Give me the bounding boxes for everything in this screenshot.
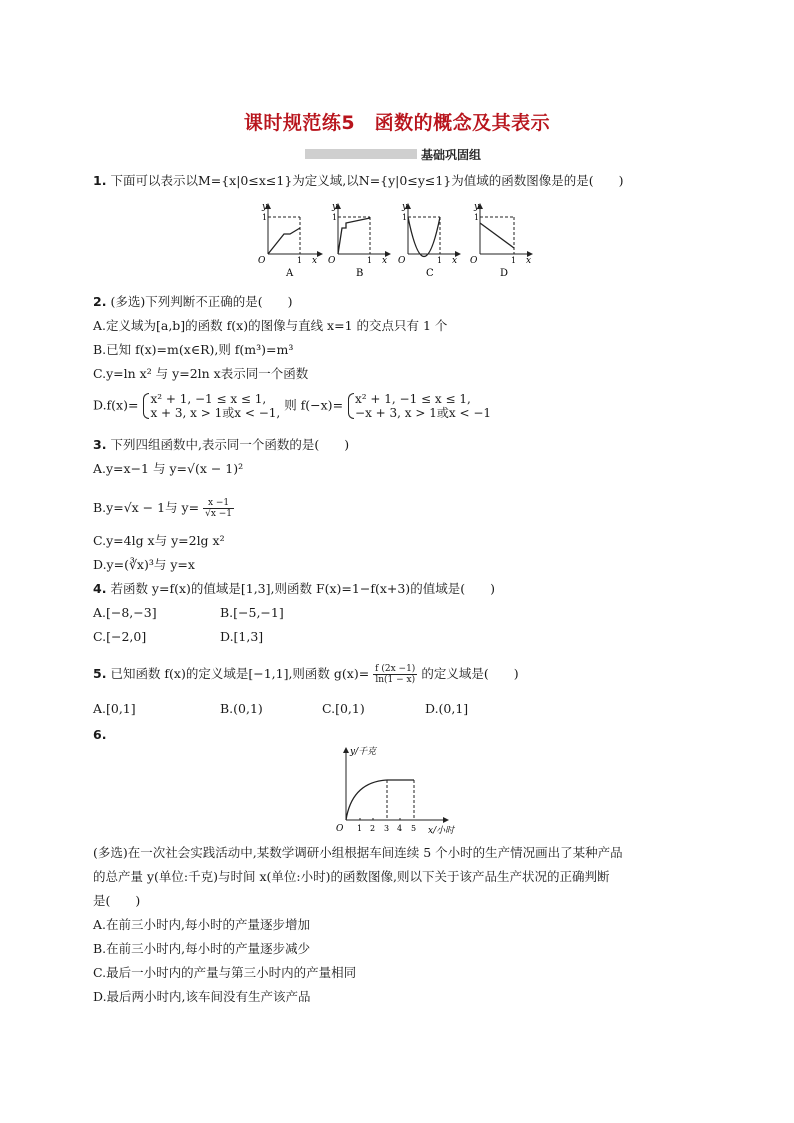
- graph-b: [338, 204, 390, 254]
- svg-text:1: 1: [332, 213, 338, 222]
- q6-ylabel: y/千克: [350, 747, 377, 757]
- svg-text:x: x: [526, 256, 532, 266]
- graph-label-b: B: [356, 268, 364, 279]
- svg-text:x: x: [382, 256, 388, 266]
- svg-text:2: 2: [370, 824, 376, 833]
- q5-fraction: $\frac{f (2x -1)}{\ln(1 - x)}$: [375, 664, 416, 685]
- q3-option-a: A.y=x−1 与 y=√(x − 1)²: [93, 461, 244, 476]
- svg-text:O: O: [398, 256, 406, 266]
- q6-stem-line3: 是( ): [93, 893, 141, 908]
- svg-text:y: y: [332, 202, 338, 212]
- graph-label-a: A: [286, 268, 294, 279]
- svg-text:1: 1: [262, 213, 268, 222]
- q2-option-d: D.f(x)= x² + 1, −1 ≤ x ≤ 1, x + 3, x > 1或x < −1, 则 f(−x)= x² + 1, −1 ≤ x ≤ 1, −x + 3, x > 1或x < −1: [93, 392, 492, 420]
- q6-num: 6.: [93, 727, 107, 742]
- page-title: 课时规范练5 函数的概念及其表示: [243, 112, 551, 134]
- section-label: 基础巩固组: [421, 148, 482, 162]
- svg-text:1: 1: [367, 256, 373, 265]
- q1-graphs: [250, 198, 540, 280]
- svg-text:O: O: [328, 256, 336, 266]
- svg-text:1: 1: [402, 213, 408, 222]
- q6-option-c: C.最后一小时内的产量与第三小时内的产量相同: [93, 965, 357, 980]
- q3-option-b: B.y=√x − 1与 y= $\frac{x -1}{√x -1}$: [93, 498, 233, 519]
- section-bar: [305, 149, 417, 159]
- svg-text:y: y: [262, 202, 268, 212]
- q6-option-d: D.最后两小时内,该车间没有生产该产品: [93, 989, 311, 1004]
- q2-option-b: B.已知 f(x)=m(x∈R),则 f(m³)=m³: [93, 342, 294, 357]
- q2-option-c: C.y=ln x² 与 y=2ln x表示同一个函数: [93, 366, 309, 381]
- graph-c: [408, 204, 460, 257]
- svg-text:x: x: [312, 256, 318, 266]
- svg-text:O: O: [258, 256, 266, 266]
- q5-option-c: C.[0,1): [322, 701, 365, 716]
- svg-text:O: O: [470, 256, 478, 266]
- q4-stem: 4. 若函数 y=f(x)的值域是[1,3],则函数 F(x)=1−f(x+3)的值域是( ): [93, 581, 495, 596]
- q6-origin: O: [336, 824, 344, 834]
- q4-option-a: A.[−8,−3]: [93, 605, 157, 620]
- piecewise-f: x² + 1, −1 ≤ x ≤ 1, x + 3, x > 1或x < −1,: [142, 392, 280, 420]
- q6-option-a: A.在前三小时内,每小时的产量逐步增加: [93, 917, 310, 932]
- svg-text:3: 3: [384, 824, 390, 833]
- q2-stem: 2. (多选)下列判断不正确的是( ): [93, 294, 293, 309]
- svg-text:1: 1: [357, 824, 363, 833]
- q5-option-b: B.(0,1): [220, 701, 263, 716]
- svg-text:y: y: [402, 202, 408, 212]
- graph-a: [268, 204, 322, 254]
- svg-text:1: 1: [511, 256, 517, 265]
- q2-option-a: A.定义域为[a,b]的函数 f(x)的图像与直线 x=1 的交点只有 1 个: [93, 318, 448, 333]
- q5-stem: 5. 已知函数 f(x)的定义域是[−1,1],则函数 g(x)= $\frac{f (2x -1)}{\ln(1 - x)}$ 的定义域是( ): [93, 664, 519, 685]
- q6-xlabel: x/小时: [428, 826, 455, 836]
- svg-text:1: 1: [297, 256, 303, 265]
- q4-option-b: B.[−5,−1]: [220, 605, 284, 620]
- q5-option-a: A.[0,1]: [93, 701, 136, 716]
- svg-text:1: 1: [474, 213, 480, 222]
- q6-graph: [330, 742, 470, 836]
- q3-option-d: D.y=(∛x)³与 y=x: [93, 557, 195, 572]
- q4-option-d: D.[1,3]: [220, 629, 264, 644]
- q4-option-c: C.[−2,0]: [93, 629, 147, 644]
- q3-stem: 3. 下列四组函数中,表示同一个函数的是( ): [93, 437, 350, 452]
- svg-text:y: y: [474, 202, 480, 212]
- graph-d: [480, 204, 532, 254]
- svg-text:4: 4: [397, 824, 403, 833]
- q1-stem: 1. 下面可以表示以M={x|0≤x≤1}为定义域,以N={y|0≤y≤1}为值域的函数图像是的是( ): [93, 173, 624, 188]
- q5-option-d: D.(0,1]: [425, 701, 469, 716]
- q3-option-c: C.y=4lg x与 y=2lg x²: [93, 533, 225, 548]
- graph-label-c: C: [426, 268, 434, 279]
- piecewise-f-neg: x² + 1, −1 ≤ x ≤ 1, −x + 3, x > 1或x < −1: [347, 392, 491, 420]
- svg-text:5: 5: [411, 824, 417, 833]
- section-header: [305, 146, 495, 162]
- svg-text:x: x: [452, 256, 458, 266]
- graph-label-d: D: [500, 268, 509, 279]
- svg-text:1: 1: [437, 256, 443, 265]
- production-curve: [346, 780, 387, 820]
- q6-stem-line2: 的总产量 y(单位:千克)与时间 x(单位:小时)的函数图像,则以下关于该产品生产状况的正确判断: [93, 869, 610, 884]
- q6-option-b: B.在前三小时内,每小时的产量逐步减少: [93, 941, 311, 956]
- q6-stem-line1: (多选)在一次社会实践活动中,某数学调研小组根据车间连续 5 个小时的生产情况画出了某种产品: [93, 845, 623, 860]
- q3-b-fraction: $\frac{x -1}{√x -1}$: [205, 498, 233, 519]
